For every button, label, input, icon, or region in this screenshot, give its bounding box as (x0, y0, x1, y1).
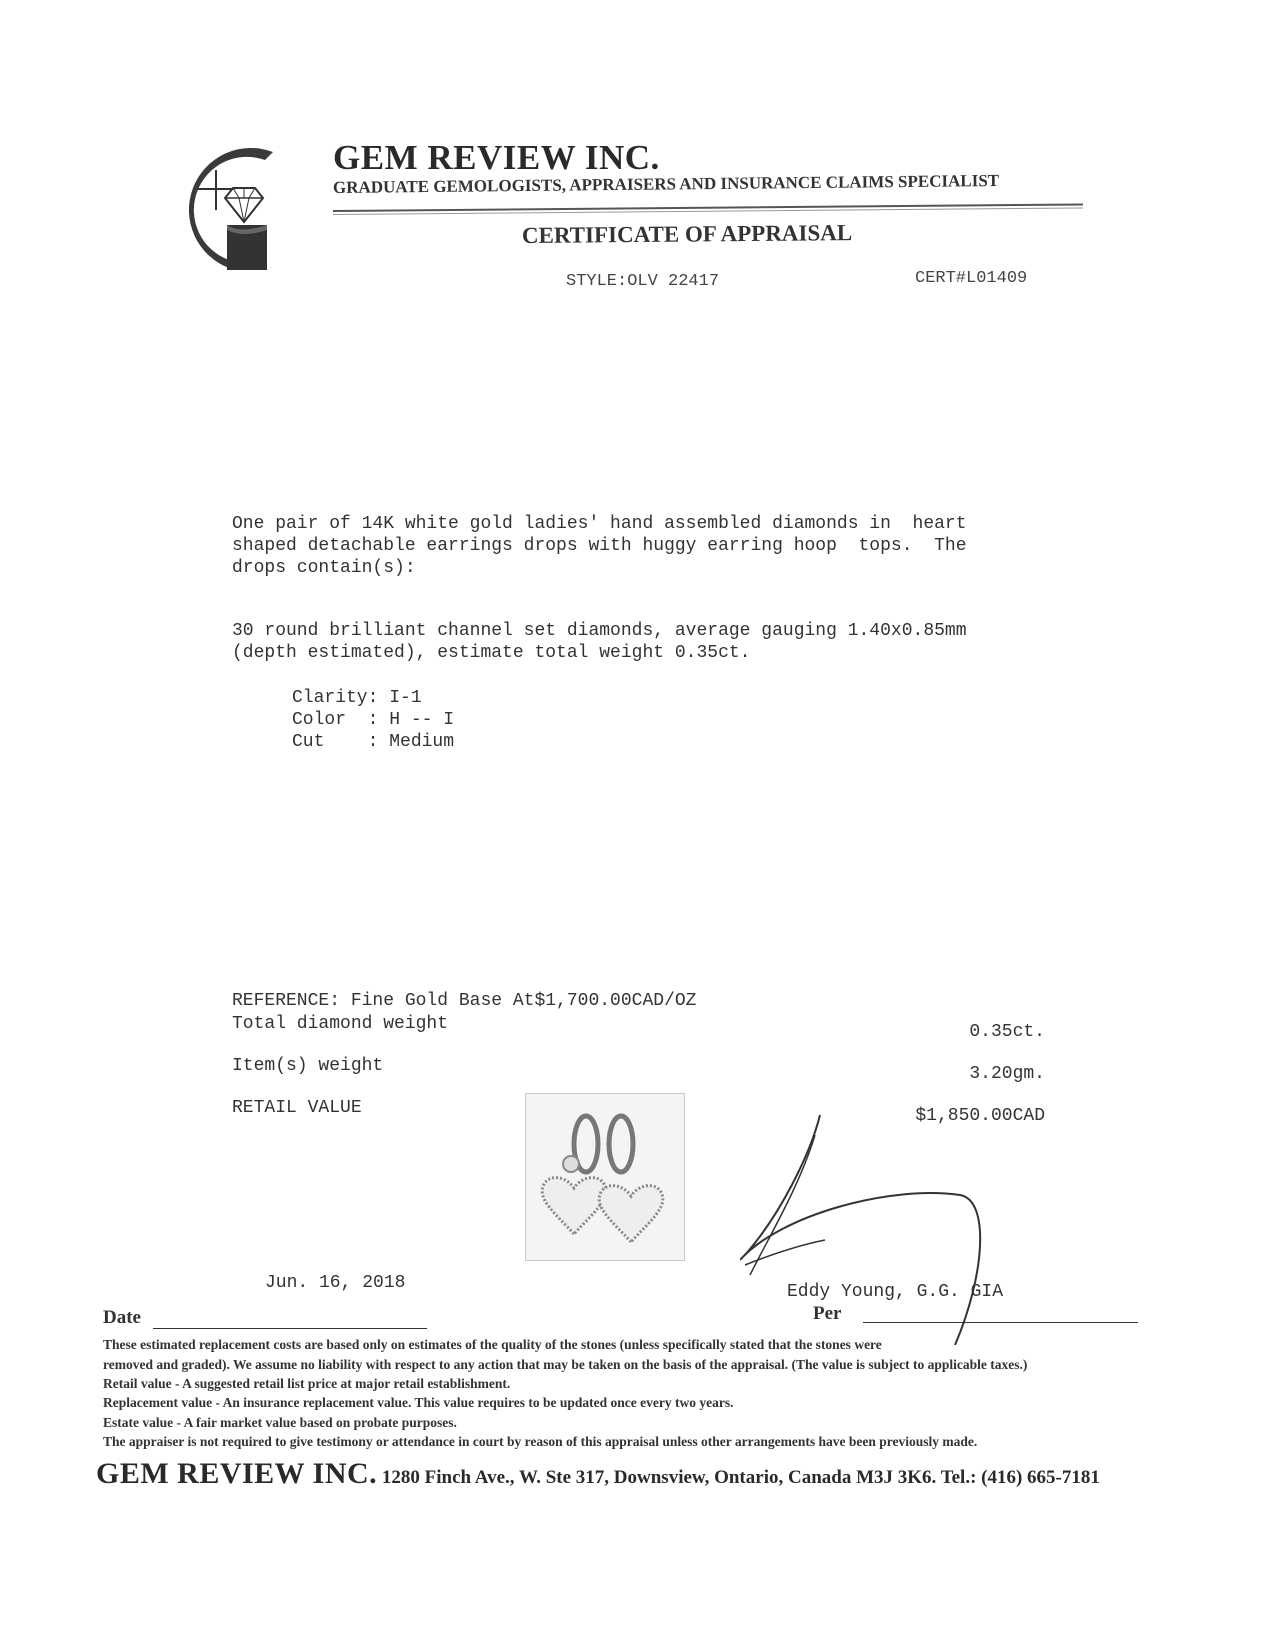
grade-cut: Cut : Medium (292, 732, 455, 752)
footer-company: GEM REVIEW INC. (96, 1457, 378, 1490)
disclaimer-line: Retail value - A suggested retail list price at major retail establishment. (103, 1376, 511, 1391)
disclaimer-line: Estate value - A fair market value based on probate purposes. (103, 1415, 457, 1430)
footer-address: 1280 Finch Ave., W. Ste 317, Downsview, Ontario, Canada M3J 3K6. Tel.: (416) 665-7181 (377, 1467, 1100, 1488)
date-line (153, 1328, 427, 1329)
per-label: Per (813, 1303, 842, 1324)
per-line (863, 1322, 1138, 1323)
item-weight-label: Item(s) weight (232, 1056, 384, 1076)
grade-color: Color : H -- I (292, 710, 455, 730)
item-photo (525, 1093, 685, 1261)
total-weight-value: 0.35ct. (969, 1022, 1045, 1042)
grade-clarity: Clarity: I-1 (292, 688, 422, 708)
total-weight-label: Total diamond weight (232, 1014, 449, 1034)
footer (96, 1457, 1100, 1491)
certificate-title: CERTIFICATE OF APPRAISAL (521, 220, 853, 248)
retail-value-label: RETAIL VALUE (232, 1098, 362, 1118)
heart-earrings-photo (526, 1094, 684, 1260)
reference-line: REFERENCE: Fine Gold Base At$1,700.00CAD/OZ (232, 991, 697, 1011)
retail-value: $1,850.00CAD (915, 1106, 1045, 1126)
disclaimer-line: removed and graded). We assume no liability with respect to any action that may be taken on the basis of the appraisal. (The value is subject to applicable taxes.) (103, 1357, 1028, 1372)
company-name: GEM REVIEW INC. (333, 138, 660, 177)
stone-details: 30 round brilliant channel set diamonds, average gauging 1.40x0.85mm (depth estimated), estimate total weight 0.35ct. (232, 621, 967, 663)
disclaimer-line: The appraiser is not required to give testimony or attendance in court by reason of this appraisal unless other arrangements have been previously made. (103, 1434, 978, 1449)
appraiser-signature (740, 1095, 1040, 1345)
certificate-number: CERT#L01409 (915, 269, 1028, 288)
item-description: One pair of 14K white gold ladies' hand assembled diamonds in heart shaped detachable earrings drops with huggy earring hoop tops. The drops contain(s): (232, 514, 967, 578)
style-number: STYLE:OLV 22417 (566, 272, 720, 291)
item-weight-value: 3.20gm. (969, 1064, 1045, 1084)
appraisal-date: Jun. 16, 2018 (265, 1273, 406, 1293)
company-subtitle: GRADUATE GEMOLOGISTS, APPRAISERS AND INSURANCE CLAIMS SPECIALIST (332, 171, 1000, 197)
date-label: Date (103, 1307, 141, 1328)
appraiser-name: Eddy Young, G.G. GIA (787, 1282, 1004, 1302)
disclaimer-line: Replacement value - An insurance replacement value. This value requires to be updated once every two years. (103, 1395, 734, 1410)
disclaimer-line: These estimated replacement costs are based only on estimates of the quality of the stones (unless specifically stated that the stones were (103, 1337, 882, 1352)
gem-review-logo-icon (165, 130, 290, 275)
